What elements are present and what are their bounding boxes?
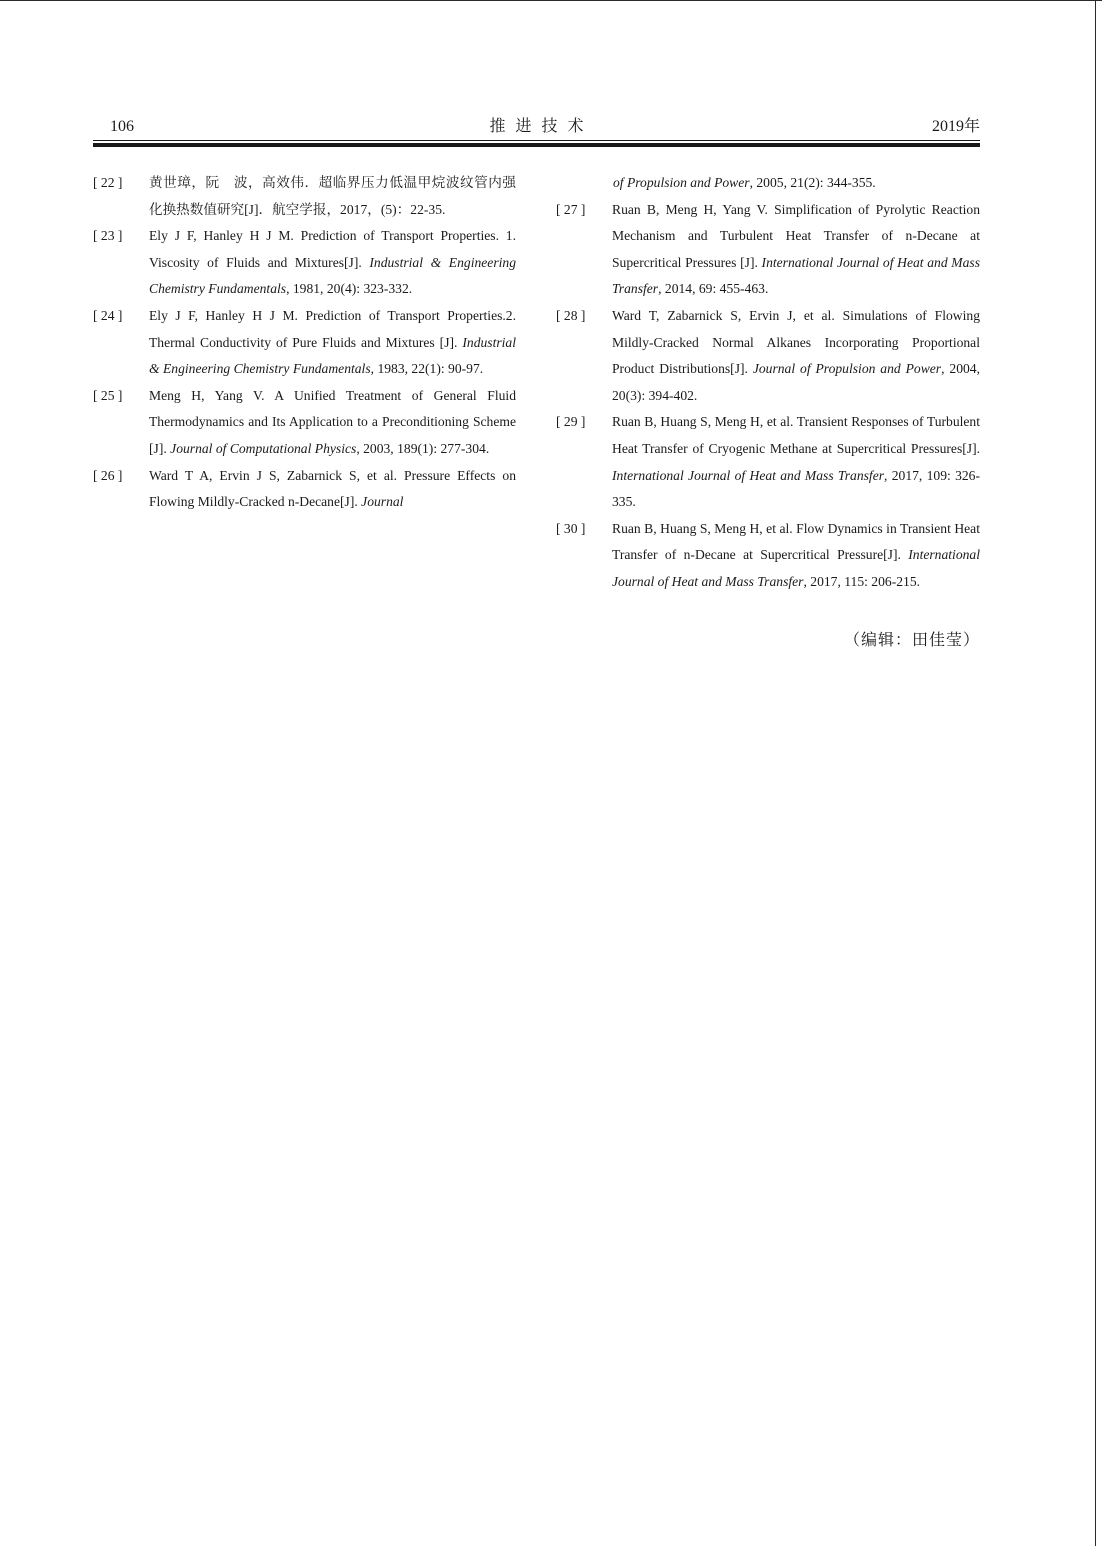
reference-journal: Journal of Propulsion and Power: [752, 361, 942, 377]
reference-item: [556, 197, 980, 303]
page-right-edge: [1095, 0, 1096, 1546]
reference-journal: Journal of Computational Physics: [170, 440, 357, 456]
reference-text: [149, 303, 516, 383]
reference-details: , 2003, 189(1): 277-304.: [356, 440, 490, 456]
reference-item: [93, 383, 516, 463]
reference-details: , 2017, 115: 206-215.: [803, 573, 921, 589]
reference-details: , 2014, 69: 455-463.: [658, 281, 769, 297]
reference-journal: of Propulsion and Power: [613, 175, 750, 190]
reference-column-left: [93, 170, 516, 516]
reference-details: , 2017, 109: 326-335.: [612, 467, 981, 510]
reference-number: [ 24 ]: [93, 307, 123, 323]
reference-text: [149, 463, 516, 516]
reference-item: [556, 303, 980, 409]
reference-details: , 1983, 22(1): 90-97.: [370, 361, 484, 377]
reference-body: Ward T A, Ervin J S, Zabarnick S, et al. Pressure Effects on Flowing Mildly-Cracked n-Decane[J].: [149, 467, 516, 510]
journal-title: 推进技术: [489, 118, 594, 135]
reference-body: Ward T, Zabarnick S, Ervin J, et al. Simulations of Flowing Mildly-Cracked Normal Alkanes Incorporating Proportional Product Distributions[J].: [612, 307, 980, 377]
reference-text: [149, 223, 516, 303]
reference-item: [93, 223, 516, 303]
page-top-edge: [0, 0, 1102, 1]
reference-item: [556, 409, 980, 515]
header-rule-thin: [93, 140, 980, 141]
reference-details: , 1981, 20(4): 323-332.: [286, 281, 413, 297]
reference-body: 黄世璋，阮 波，高效伟．超临界压力低温甲烷波纹管内强化换热数值研究[J]．航空学报，2017，(5)：22-35.: [149, 175, 516, 217]
reference-number: [ 27 ]: [556, 201, 586, 217]
reference-journal: Industrial & Engineering Chemistry Fundamentals: [149, 334, 516, 377]
reference-journal: International Journal of Heat and Mass Transfer: [612, 467, 885, 483]
reference-item: [556, 516, 980, 596]
reference-details: , 2004, 20(3): 394-402.: [612, 361, 980, 403]
reference-text: [149, 170, 516, 223]
reference-text: [612, 409, 980, 515]
reference-number: [ 25 ]: [93, 387, 123, 403]
reference-text: [612, 197, 980, 303]
reference-number: [ 26 ]: [93, 467, 123, 483]
reference-text: [612, 516, 980, 596]
issue-year: 2019年: [931, 118, 980, 135]
reference-number: [ 29 ]: [556, 414, 586, 430]
reference-column-right: [556, 170, 980, 596]
reference-body: Ruan B, Huang S, Meng H, et al. Flow Dynamics in Transient Heat Transfer of n-Decane at Supercritical Pressure[J].: [612, 520, 980, 563]
reference-continuation: [556, 170, 980, 197]
running-head: [93, 117, 980, 137]
reference-body: Ruan B, Meng H, Yang V. Simplification of Pyrolytic Reaction Mechanism and Turbulent Heat Transfer of n-Decane at Supercritical Pressures [J].: [612, 201, 980, 270]
reference-journal: International Journal of Heat and Mass Transfer: [612, 254, 980, 297]
reference-item: [93, 463, 516, 516]
reference-text: [612, 303, 980, 409]
editor-note: （编辑：田佳莹）: [843, 632, 980, 649]
reference-number: [ 22 ]: [93, 175, 123, 190]
reference-journal: Industrial & Engineering Chemistry Fundamentals: [149, 254, 516, 297]
reference-number: [ 30 ]: [556, 520, 586, 536]
reference-number: [ 23 ]: [93, 228, 123, 244]
reference-body: Ely J F, Hanley H J M. Prediction of Transport Properties.2. Thermal Conductivity of Pure Fluids and Mixtures [J].: [149, 307, 516, 350]
reference-journal: Journal: [361, 494, 404, 510]
reference-item: [93, 170, 516, 223]
reference-item: [93, 303, 516, 383]
reference-body: Ely J F, Hanley H J M. Prediction of Transport Properties. 1. Viscosity of Fluids and Mixtures[J].: [149, 228, 516, 270]
reference-details: , 2005, 21(2): 344-355.: [749, 175, 876, 190]
reference-body: Ruan B, Huang S, Meng H, et al. Transient Responses of Turbulent Heat Transfer of Cryogenic Methane at Supercritical Pressures[J].: [612, 414, 980, 456]
page-number: 106: [110, 118, 134, 135]
reference-text: [149, 383, 516, 463]
reference-journal: International Journal of Heat and Mass Transfer: [612, 547, 980, 589]
reference-body: Meng H, Yang V. A Unified Treatment of General Fluid Thermodynamics and Its Application to a Preconditioning Scheme [J].: [149, 387, 516, 456]
header-rule-thick: [93, 143, 980, 147]
reference-number: [ 28 ]: [556, 307, 586, 323]
